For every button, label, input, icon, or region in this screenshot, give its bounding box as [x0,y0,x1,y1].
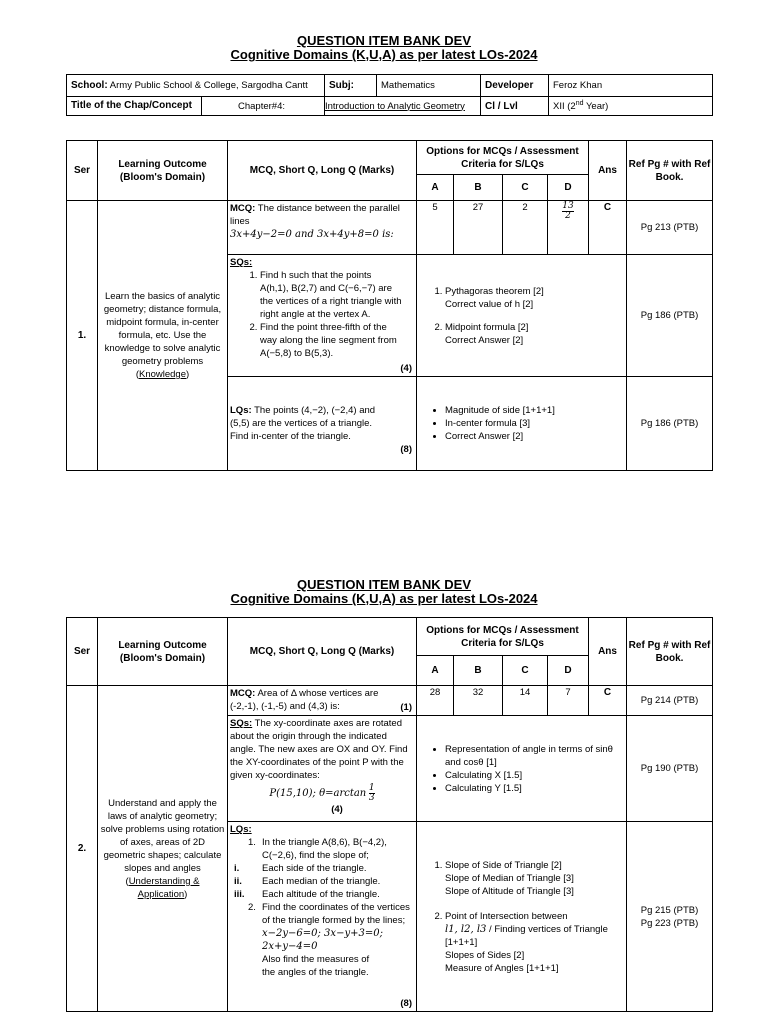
col-c-header-2: C [503,656,548,686]
heading-line-2: Cognitive Domains (K,U,A) as per latest LOs-2024 [230,47,538,62]
ref-header-2: Ref Pg # with Ref Book. [627,618,713,686]
heading-line-2-repeat: Cognitive Domains (K,U,A) as per latest LOs-2024 [230,591,538,606]
sq-item-2: 2. Find the point three-fifth of the way along the line segment from A(−5,8) to B(5,3). [260,321,402,360]
sq-question: SQs: 1. Find h such that the points A(h,1), B(2,7) and C(−6,−7) are the vertices of a right triangle with right angle at the vertex A. 2. Find the point three-fifth of the way along the line segment from A(−5,8) to B(5,3). (4) [228,255,417,377]
mcq-ref: Pg 213 (PTB) [627,201,713,255]
mcq-header: MCQ, Short Q, Long Q (Marks) [228,141,417,201]
class-label: Cl / Lvl [481,97,549,116]
mcq-header-2: MCQ, Short Q, Long Q (Marks) [228,618,417,686]
chapter-name: Introduction to Analytic Geometry [325,97,481,116]
options-header: Options for MCQs / Assessment Criteria for S/LQs [417,141,589,175]
lo-header: Learning Outcome (Bloom's Domain) [98,141,228,201]
lo-header-2: Learning Outcome (Bloom's Domain) [98,618,228,686]
col-a-header: A [417,175,454,201]
mcq-question-2: MCQ: Area of Δ whose vertices are (-2,-1), (-1,-5) and (4,3) is: (1) [228,686,417,716]
ser-header: Ser [67,141,98,201]
developer-label: Developer [481,75,549,97]
option-c: 2 [503,201,548,255]
ser-number-2: 2. [67,686,98,1012]
lq-marks-2: (8) [400,998,412,1009]
lq-question: LQs: The points (4,−2), (−2,4) and (5,5) are the vertices of a triangle. Find in-center of the triangle. (8) [228,377,417,471]
option-a-2: 28 [417,686,454,716]
lq-marks: (8) [400,444,412,455]
lq-criteria: • Magnitude of side [1+1+1] • In-center formula [3] • Correct Answer [2] [417,377,627,471]
info-table [66,74,713,116]
sq-item-1: 1. Find h such that the points A(h,1), B(2,7) and C(−6,−7) are the vertices of a right triangle with right angle at the vertex A. [260,269,402,321]
ref-header: Ref Pg # with Ref Book. [627,141,713,201]
sq-ref: Pg 186 (PTB) [627,255,713,377]
sq-ref-2: Pg 190 (PTB) [627,716,713,822]
col-b-header-2: B [454,656,503,686]
lq-question-2: LQs: 1. In the triangle A(8,6), B(−4,2), C(−2,6), find the slope of; i. Each side of the triangle. ii. Each median of the triangle. iii. Each altitude of the triangle. 2. Find the coordinates of the vertices of the triangle formed by the lines; x−2y−6=0; 3x−y+3=0; 2x+y−4=0 Also find the measures of the angles of the triangle. (8) [228,822,417,1012]
option-d-2: 7 [548,686,589,716]
options-header-2: Options for MCQs / Assessment Criteria for S/LQs [417,618,589,656]
option-d: $\frac{13}{2}$ [548,201,589,255]
ser-number: 1. [67,201,98,471]
col-d-header: D [548,175,589,201]
item-table-2 [66,617,713,1012]
col-a-header-2: A [417,656,454,686]
mcq-answer: C [589,201,627,255]
option-b-2: 32 [454,686,503,716]
mcq-question: MCQ: The distance between the parallel lines 3x+4y−2=0 and 3x+4y+8=0 is: [228,201,417,255]
page-heading-1 [0,34,768,62]
mcq-marks-2: (1) [400,702,412,713]
ser-header-2: Ser [67,618,98,686]
sq-question-2: SQs: The xy-coordinate axes are rotated about the origin through the indicated angle. The new axes are OX and OY. Find the XY-coordinates of the point P with the given xy-coordinates: P(15,10); θ=arctan $\frac{1}{3}$ (4) [228,716,417,822]
sq-criteria-2: • Representation of angle in terms of sinθ and cosθ [1] • Calculating X [1.5] • Calculating Y [1.5] [417,716,627,822]
developer-value: Feroz Khan [549,75,713,97]
col-b-header: B [454,175,503,201]
subj-label: Subj: [325,75,377,97]
ans-header: Ans [589,141,627,201]
sq-criteria: 1. Pythagoras theorem [2] Correct value of h [2] 2. Midpoint formula [2] Correct Answer [2] [417,255,627,377]
ans-header-2: Ans [589,618,627,686]
title-cell: Title of the Chap/Concept Chapter#4: [67,97,325,116]
lq-ref: Pg 186 (PTB) [627,377,713,471]
learning-outcome-2: Understand and apply the laws of analytic geometry; solve problems using rotation of axes, areas of 2D geometric shapes; calculate slopes and angles (Understanding & Application) [98,686,228,1012]
col-d-header-2: D [548,656,589,686]
heading-line-1-repeat: QUESTION ITEM BANK DEV [296,577,472,592]
lq-ref-2: Pg 215 (PTB) Pg 223 (PTB) [627,822,713,1012]
mcq-ref-2: Pg 214 (PTB) [627,686,713,716]
heading-line-1: QUESTION ITEM BANK DEV [296,33,472,48]
sq-marks: (4) [400,363,412,374]
class-value: XII (2nd Year) [549,97,713,116]
option-b: 27 [454,201,503,255]
subj-value: Mathematics [377,75,481,97]
lq-criteria-2: 1. Slope of Side of Triangle [2] Slope of Median of Triangle [3] Slope of Altitude of Triangle [3] 2. Point of Intersection between l1, l2, l3 / Finding vertices of Triangle [1+1+1] Slopes of Sides [2] Measure of Angles [1+1+1] [417,822,627,1012]
col-c-header: C [503,175,548,201]
sq-marks-2: (4) [331,804,343,815]
school-cell: School: Army Public School & College, Sargodha Cantt [67,75,325,97]
page-heading-2 [0,578,768,606]
option-a: 5 [417,201,454,255]
mcq-answer-2: C [589,686,627,716]
option-c-2: 14 [503,686,548,716]
item-table-1 [66,140,713,471]
learning-outcome: Learn the basics of analytic geometry; distance formula, midpoint formula, in-center formula, etc. Use the knowledge to solve analytic geometry problems (Knowledge) [98,201,228,471]
